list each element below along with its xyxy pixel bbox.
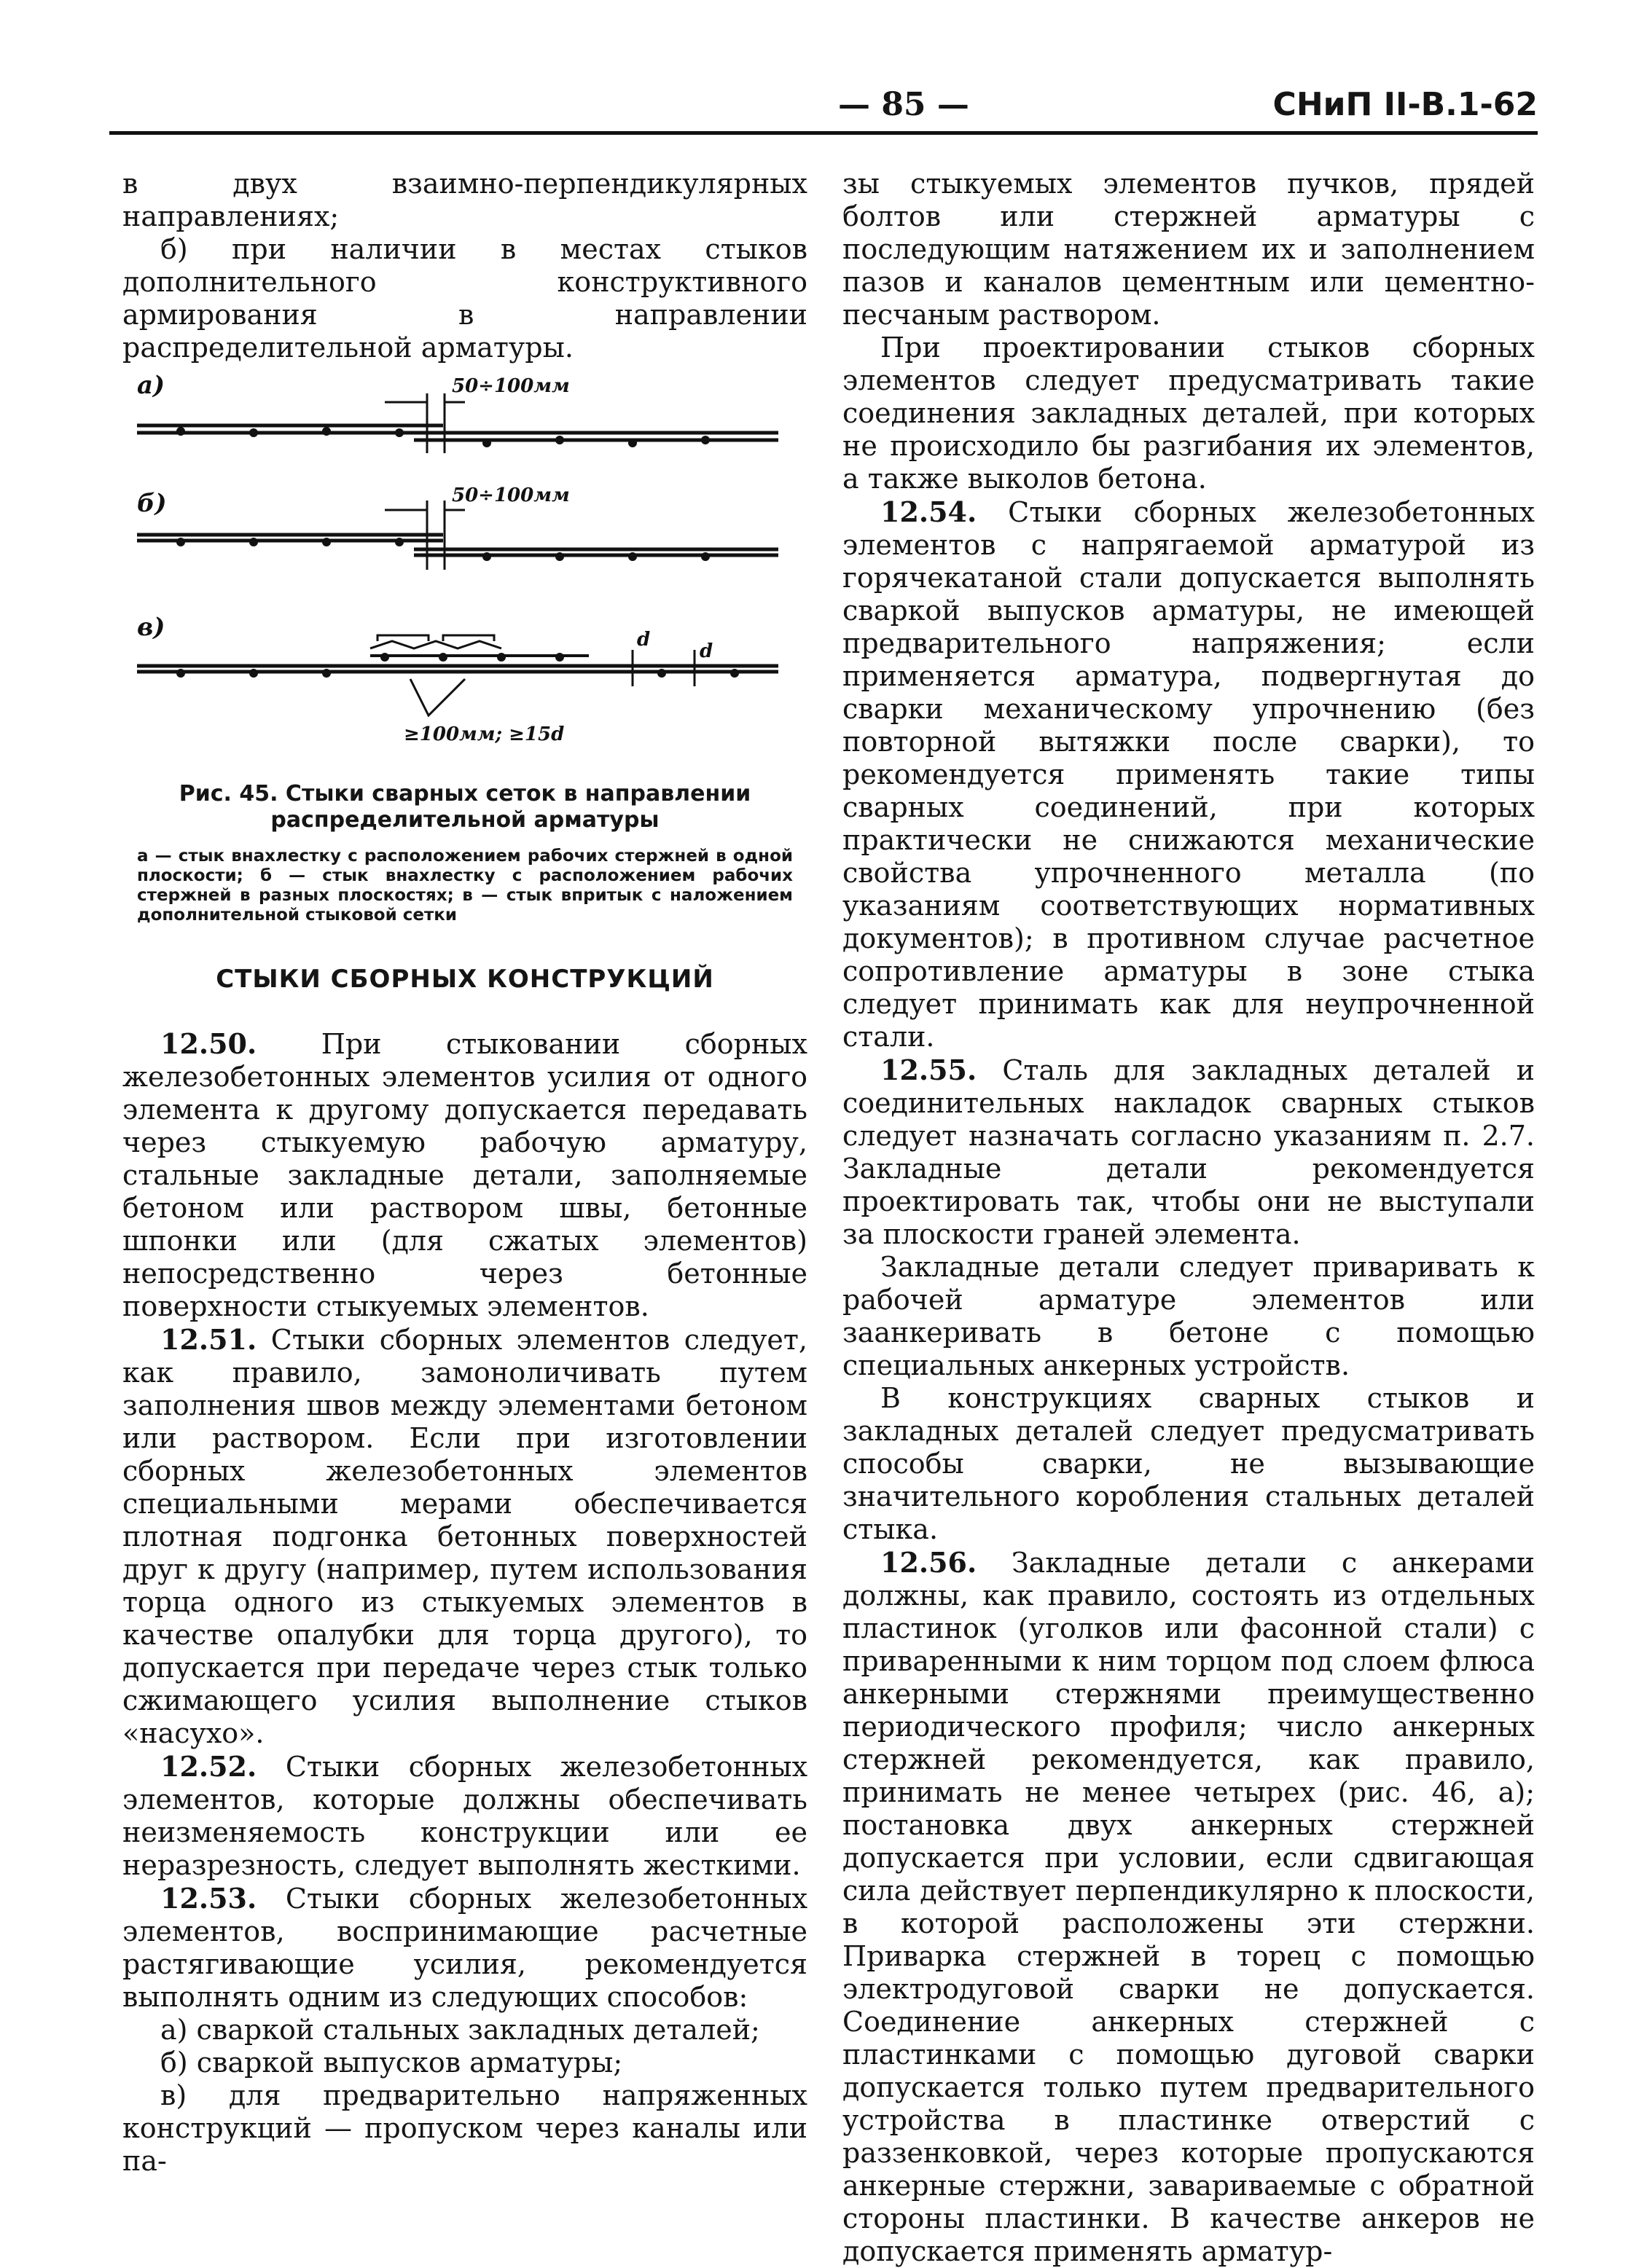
paragraph-text: а) сваркой стальных закладных деталей; [160, 2014, 760, 2046]
paragraph [122, 1750, 807, 1882]
paragraph [842, 495, 1535, 1053]
dim-a: 50÷100мм [452, 375, 570, 397]
paragraph-text: При стыковании сборных железобетонных элементов усилия от одного элемента к другому допускается передавать через стыкуемую рабочую арматуру, стальные закладные детали, заполняемые бетоном или раствором швы, бетонные шпонки или (для сжатых элементов) непосредственно через бетонные поверхности стыкуемых элементов. [122, 1028, 807, 1322]
paragraph [122, 2047, 807, 2079]
label-c: в) [137, 613, 165, 642]
paragraph-text: зы стыкуемых элементов пучков, прядей болтов или стержней арматуры с последующим натяжением их и заполнением пазов и каналов цементным или цементно-песчаным раствором. [842, 168, 1535, 331]
paragraph [842, 1053, 1535, 1251]
page-number: — 85 — [838, 86, 969, 123]
right-paragraphs [842, 168, 1535, 2268]
paragraph-text: Стыки сборных железобетонных элементов с напрягаемой арматурой из горячекатаной стали допускается выполнять сваркой выпусков арматуры, не имеющей предварительного напряжения; если применяется арматура, подвергнутая до сварки механическому упрочнению (без повторной вытяжки после сварки), то рекомендуется применять такие типы сварных соединений, при которых практически не снижаются механические свойства упрочненного металла (по указаниям соответствующих нормативных документов); в противном случае расчетное сопротивление арматуры в зоне стыка следует принимать как для неупрочненной стали. [842, 496, 1535, 1053]
paragraph [842, 1382, 1535, 1546]
intro-line: б) при наличии в местах стыков дополнительного конструктивного армирования в направлении распределительной арматуры. [122, 233, 807, 364]
header-rule [109, 131, 1538, 135]
intro-line: в двух взаимно-перпендикулярных направлениях; [122, 168, 807, 232]
clause-number: 12.54. [880, 495, 977, 528]
paragraph-text: Сталь для закладных деталей и соединительных накладок сварных стыков следует назначать согласно указаниям п. 2.7. Закладные детали рекомендуется проектировать так, чтобы они не выступали за плоскости граней элемента. [842, 1054, 1535, 1250]
paragraph [122, 1323, 807, 1750]
paragraph [122, 1882, 807, 2014]
left-column [122, 168, 807, 2178]
paragraph-text: Стыки сборных элементов следует, как правило, замоноличивать путем заполнения швов между элементами бетоном или раствором. Если при изготовлении сборных железобетонных элементов специальными мерами обеспечивается плотная подгонка бетонных поверхностей друг к другу (например, путем использования торца одного из стыкуемых элементов в качестве опалубки для торца другого), то допускается при передаче через стык только сжимающего усилия выполнение стыков «насухо». [122, 1324, 807, 1749]
clause-number: 12.52. [160, 1750, 257, 1783]
paragraph-text: В конструкциях сварных стыков и закладных деталей следует предусматривать способы сварки, не вызывающие значительного коробления стальных деталей стыка. [842, 1382, 1535, 1545]
clause-number: 12.50. [160, 1027, 257, 1060]
paragraph [122, 2079, 807, 2178]
paragraph-text: Закладные детали с анкерами должны, как правило, состоять из отдельных пластинок (уголков или фасонной стали) с приваренными к ним торцом под слоем флюса анкерными стержнями преимущественно периодического профиля; число анкерных стержней рекомендуется, как правило, принимать не менее четырех (рис. 46, а); постановка двух анкерных стержней допускается при условии, если сдвигающая сила действует перпендикулярно к плоскости, в которой расположены эти стержни. Приварка стержней в торец с помощью электродуговой сварки не допускается. Соединение анкерных стержней с пластинками с помощью дуговой сварки допускается только путем предварительного устройства в пластинке отверстий с раззенковкой, через которые пропускаются анкерные стержни, завариваемые с обратной стороны пластинки. В качестве анкеров не допускается применять арматур- [842, 1547, 1535, 2267]
paragraph [842, 168, 1535, 331]
dim-d1: d [637, 629, 651, 651]
weld-mesh-diagram [122, 373, 807, 766]
paragraph [842, 1251, 1535, 1382]
paragraph-text: Стыки сборных железобетонных элементов, воспринимающие расчетные растягивающие усилия, рекомендуется выполнять одним из следующих способов: [122, 1883, 807, 2013]
paragraph-text: б) сваркой выпусков арматуры; [160, 2047, 623, 2079]
paragraph [122, 2014, 807, 2047]
figure-45 [122, 373, 807, 781]
dim-b: 50÷100мм [452, 484, 570, 506]
paragraph [842, 1546, 1535, 2268]
paragraph [842, 331, 1535, 495]
paragraph [122, 1027, 807, 1323]
clause-number: 12.55. [880, 1053, 977, 1086]
figure-caption-legend: а — стык внахлестку с расположением рабочих стержней в одной плоскости; б — стык внахлестку с расположением рабочих стержней в разных плоскостях; в — стык впритык с наложением дополнительной стыковой сетки [137, 847, 793, 925]
page-header [109, 86, 1538, 130]
figure-caption-title: Рис. 45. Стыки сварных сеток в направлении распределительной арматуры [179, 781, 751, 833]
paragraph-text: При проектировании стыков сборных элементов следует предусматривать такие соединения закладных деталей, при которых не происходило бы разгибания их элементов, а также выколов бетона. [842, 331, 1535, 495]
clause-number: 12.56. [880, 1546, 977, 1579]
dim-d2: d [700, 640, 713, 662]
dim-c: ≥100мм; ≥15d [404, 723, 565, 745]
label-a: а) [137, 373, 165, 400]
right-column [842, 168, 1535, 2268]
left-paragraphs [122, 1027, 807, 2178]
section-title: СТЫКИ СБОРНЫХ КОНСТРУКЦИЙ [216, 965, 714, 994]
paragraph-text: Закладные детали следует приваривать к рабочей арматуре элементов или заанкеривать в бетоне с помощью специальных анкерных устройств. [842, 1251, 1535, 1381]
clause-number: 12.53. [160, 1882, 257, 1915]
paragraph-text: в) для предварительно напряженных конструкций — пропуском через каналы или па- [122, 2079, 807, 2177]
clause-number: 12.51. [160, 1323, 257, 1356]
document-code: СНиП II-В.1-62 [1272, 86, 1538, 123]
label-b: б) [137, 489, 167, 518]
paragraph-text: Стыки сборных железобетонных элементов, которые должны обеспечивать неизменяемость конструкции или ее неразрезность, следует выполнять жесткими. [122, 1751, 807, 1881]
